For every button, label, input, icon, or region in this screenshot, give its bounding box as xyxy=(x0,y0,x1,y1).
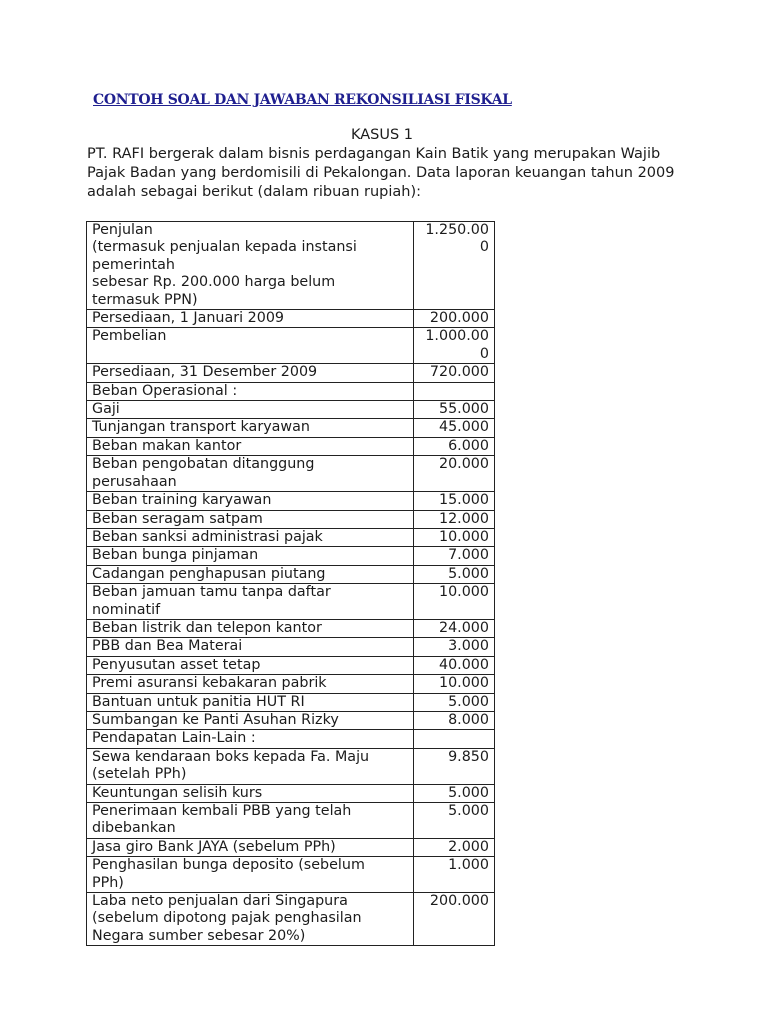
table-row xyxy=(87,803,495,839)
row-label: Tunjangan transport karyawan xyxy=(87,419,414,437)
row-value: 40.000 xyxy=(414,656,495,674)
row-value: 1.000.000 xyxy=(414,328,495,364)
row-value: 7.000 xyxy=(414,547,495,565)
row-label: Beban Operasional : xyxy=(87,382,414,400)
row-label: Premi asuransi kebakaran pabrik xyxy=(87,675,414,693)
row-value: 2.000 xyxy=(414,838,495,856)
financial-data-table xyxy=(86,221,495,946)
table-row xyxy=(87,748,495,784)
row-value: 10.000 xyxy=(414,675,495,693)
row-label: Sewa kendaraan boks kepada Fa. Maju (setelah PPh) xyxy=(87,748,414,784)
row-label: Penjulan (termasuk penjualan kepada instansi pemerintah sebesar Rp. 200.000 harga belum termasuk PPN) xyxy=(87,222,414,310)
table-row xyxy=(87,675,495,693)
table-row xyxy=(87,547,495,565)
row-label: Beban seragam satpam xyxy=(87,510,414,528)
table-row xyxy=(87,528,495,546)
row-value: 1.250.000 xyxy=(414,222,495,310)
row-value: 12.000 xyxy=(414,510,495,528)
table-row xyxy=(87,328,495,364)
row-label: Penghasilan bunga deposito (sebelum PPh) xyxy=(87,857,414,893)
row-value: 10.000 xyxy=(414,584,495,620)
table-row xyxy=(87,656,495,674)
case-heading: KASUS 1 xyxy=(350,127,414,143)
row-value xyxy=(414,730,495,748)
row-label: Beban pengobatan ditanggung perusahaan xyxy=(87,456,414,492)
row-value: 24.000 xyxy=(414,619,495,637)
row-value: 5.000 xyxy=(414,784,495,802)
intro-paragraph: PT. RAFI bergerak dalam bisnis perdagangan Kain Batik yang merupakan Wajib Pajak Badan yang berdomisili di Pekalongan. Data laporan keuangan tahun 2009 adalah sebagai berikut (dalam ribuan rupiah): xyxy=(87,146,675,200)
table-row xyxy=(87,584,495,620)
table-row xyxy=(87,310,495,328)
table-row xyxy=(87,857,495,893)
row-value: 200.000 xyxy=(414,310,495,328)
row-value: 55.000 xyxy=(414,401,495,419)
table-row xyxy=(87,419,495,437)
row-value: 5.000 xyxy=(414,693,495,711)
row-label: Jasa giro Bank JAYA (sebelum PPh) xyxy=(87,838,414,856)
row-label: Pendapatan Lain-Lain : xyxy=(87,730,414,748)
row-value: 200.000 xyxy=(414,893,495,946)
table-row xyxy=(87,838,495,856)
document-title: CONTOH SOAL DAN JAWABAN REKONSILIASI FISKAL xyxy=(93,92,512,108)
row-value: 1.000 xyxy=(414,857,495,893)
table-row xyxy=(87,619,495,637)
row-label: Beban makan kantor xyxy=(87,437,414,455)
row-label: Penyusutan asset tetap xyxy=(87,656,414,674)
row-label: Beban training karyawan xyxy=(87,492,414,510)
table-row xyxy=(87,364,495,382)
table-row xyxy=(87,382,495,400)
row-label: Persediaan, 1 Januari 2009 xyxy=(87,310,414,328)
row-label: Beban sanksi administrasi pajak xyxy=(87,528,414,546)
table-row xyxy=(87,456,495,492)
row-value: 720.000 xyxy=(414,364,495,382)
table-row xyxy=(87,492,495,510)
row-label: Gaji xyxy=(87,401,414,419)
row-value: 15.000 xyxy=(414,492,495,510)
row-value: 45.000 xyxy=(414,419,495,437)
row-value: 10.000 xyxy=(414,528,495,546)
table-row xyxy=(87,565,495,583)
table-row xyxy=(87,401,495,419)
row-value: 6.000 xyxy=(414,437,495,455)
row-label: Penerimaan kembali PBB yang telah dibebankan xyxy=(87,803,414,839)
table-row xyxy=(87,693,495,711)
row-value: 3.000 xyxy=(414,638,495,656)
row-value: 5.000 xyxy=(414,803,495,839)
row-value xyxy=(414,382,495,400)
row-value: 20.000 xyxy=(414,456,495,492)
table-row xyxy=(87,711,495,729)
row-label: Beban listrik dan telepon kantor xyxy=(87,619,414,637)
row-label: Sumbangan ke Panti Asuhan Rizky xyxy=(87,711,414,729)
table-row xyxy=(87,784,495,802)
table-row xyxy=(87,510,495,528)
row-label: Beban bunga pinjaman xyxy=(87,547,414,565)
table-row xyxy=(87,730,495,748)
row-value: 9.850 xyxy=(414,748,495,784)
table-row xyxy=(87,893,495,946)
row-label: Laba neto penjualan dari Singapura (sebelum dipotong pajak penghasilan Negara sumber sebesar 20%) xyxy=(87,893,414,946)
row-value: 8.000 xyxy=(414,711,495,729)
row-value: 5.000 xyxy=(414,565,495,583)
row-label: Cadangan penghapusan piutang xyxy=(87,565,414,583)
row-label: PBB dan Bea Materai xyxy=(87,638,414,656)
table-row xyxy=(87,437,495,455)
row-label: Persediaan, 31 Desember 2009 xyxy=(87,364,414,382)
row-label: Keuntungan selisih kurs xyxy=(87,784,414,802)
row-label: Bantuan untuk panitia HUT RI xyxy=(87,693,414,711)
row-label: Beban jamuan tamu tanpa daftar nominatif xyxy=(87,584,414,620)
row-label: Pembelian xyxy=(87,328,414,364)
table-row xyxy=(87,638,495,656)
table-row xyxy=(87,222,495,310)
